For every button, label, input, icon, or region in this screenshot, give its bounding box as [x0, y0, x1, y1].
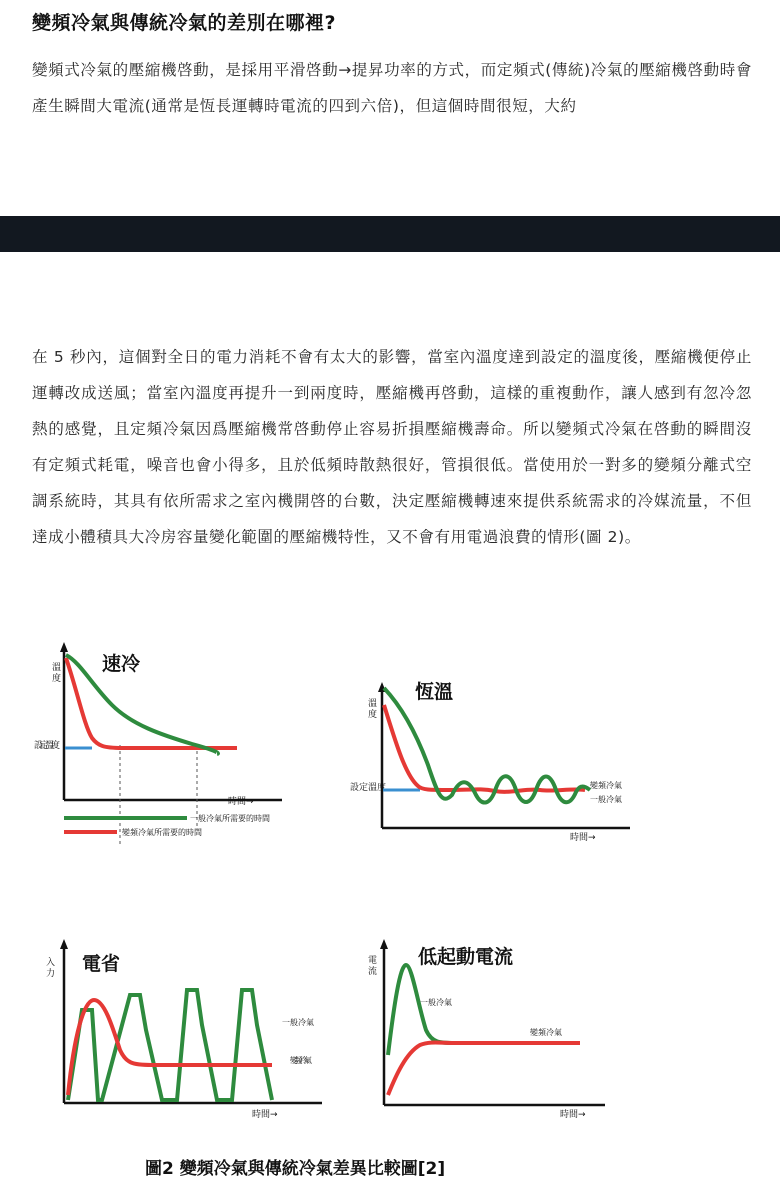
- setpoint-label: 設定溫度: [34, 741, 60, 751]
- panel-title: 低起動電流: [418, 946, 514, 968]
- legend-conventional-label: 一般冷氣所需要的時間: [190, 814, 270, 823]
- label-conventional: 一般冷氣: [282, 1018, 314, 1027]
- figure-panel-power-saving: [32, 935, 342, 1130]
- article-paragraph-2: 在 5 秒內，這個對全日的電力消耗不會有太大的影響，當室內溫度達到設定的溫度後，壓縮機便停止運轉改成送風；當室內溫度再提升一到兩度時，壓縮機再啓動，這樣的重複動作，讓人感到有忽冷忽熱的感覺，且定頻冷氣因爲壓縮機常啓動停止容易折損壓縮機壽命。所以變頻式冷氣在啓動的瞬間沒有定頻式耗電，噪音也會小得多，且於低頻時散熱很好，管損很低。當使用於一對多的變頻分離式空調系統時，其具有依所需求之室內機開啓的台數，決定壓縮機轉速來提供系統需求的冷媒流量，不但達成小體積具大冷房容量變化範圍的壓縮機特性，又不會有用電過浪費的情形(圖 2)。: [32, 348, 752, 546]
- article-paragraph-1: 變頻式冷氣的壓縮機啓動，是採用平滑啓動→提昇功率的方式，而定頻式(傳統)冷氣的壓縮機啓動時會產生瞬間大電流(通常是恆長運轉時電流的四到六倍)，但這個時間很短，大約: [32, 61, 752, 115]
- y-axis-label: 電流: [368, 956, 378, 977]
- inverter-curve: [384, 705, 585, 792]
- conventional-curve: [68, 990, 272, 1100]
- figure-panel-fast-cooling: [32, 640, 342, 850]
- inverter-curve: [66, 658, 237, 748]
- y-axis-arrow-icon: [60, 642, 68, 652]
- setpoint-label: 設定溫度: [350, 783, 387, 793]
- panel-title: 速冷: [102, 653, 141, 675]
- x-axis-label: 時間→: [252, 1110, 278, 1120]
- x-axis-label: 時間→: [228, 797, 254, 807]
- panel-title: 電省: [82, 953, 121, 975]
- label-inverter: 變頻冷氣: [590, 781, 622, 790]
- label-conventional: 一般冷氣: [590, 795, 622, 804]
- figure-caption: 圖2 變頻冷氣與傳統冷氣差異比較圖[2]: [145, 1159, 446, 1179]
- y-axis-label: 溫度: [52, 663, 62, 684]
- inverter-curve: [388, 1043, 580, 1096]
- panel-title: 恆溫: [415, 681, 454, 703]
- y-axis-arrow-icon: [60, 939, 68, 949]
- x-axis-label: 時間→: [560, 1110, 586, 1120]
- dark-divider-bar: [0, 216, 780, 252]
- x-axis-label: 時間→: [570, 833, 596, 843]
- label-conventional: 一般冷氣: [420, 998, 452, 1007]
- legend-inverter-label: 變頻冷氣所需要的時間: [122, 828, 202, 837]
- y-axis-label: 溫度: [368, 699, 378, 720]
- article-heading: 變頻冷氣與傳統冷氣的差別在哪裡?: [32, 12, 337, 34]
- y-axis-label: 入力: [46, 958, 56, 979]
- conventional-curve: [66, 655, 218, 754]
- label-inverter: 變頻冷氣: [290, 1056, 312, 1065]
- figure-panel-constant-temp: [350, 660, 645, 850]
- y-axis-arrow-icon: [380, 939, 388, 949]
- label-inverter: 變頻冷氣: [530, 1028, 562, 1037]
- figure-panel-low-start-current: [360, 935, 660, 1130]
